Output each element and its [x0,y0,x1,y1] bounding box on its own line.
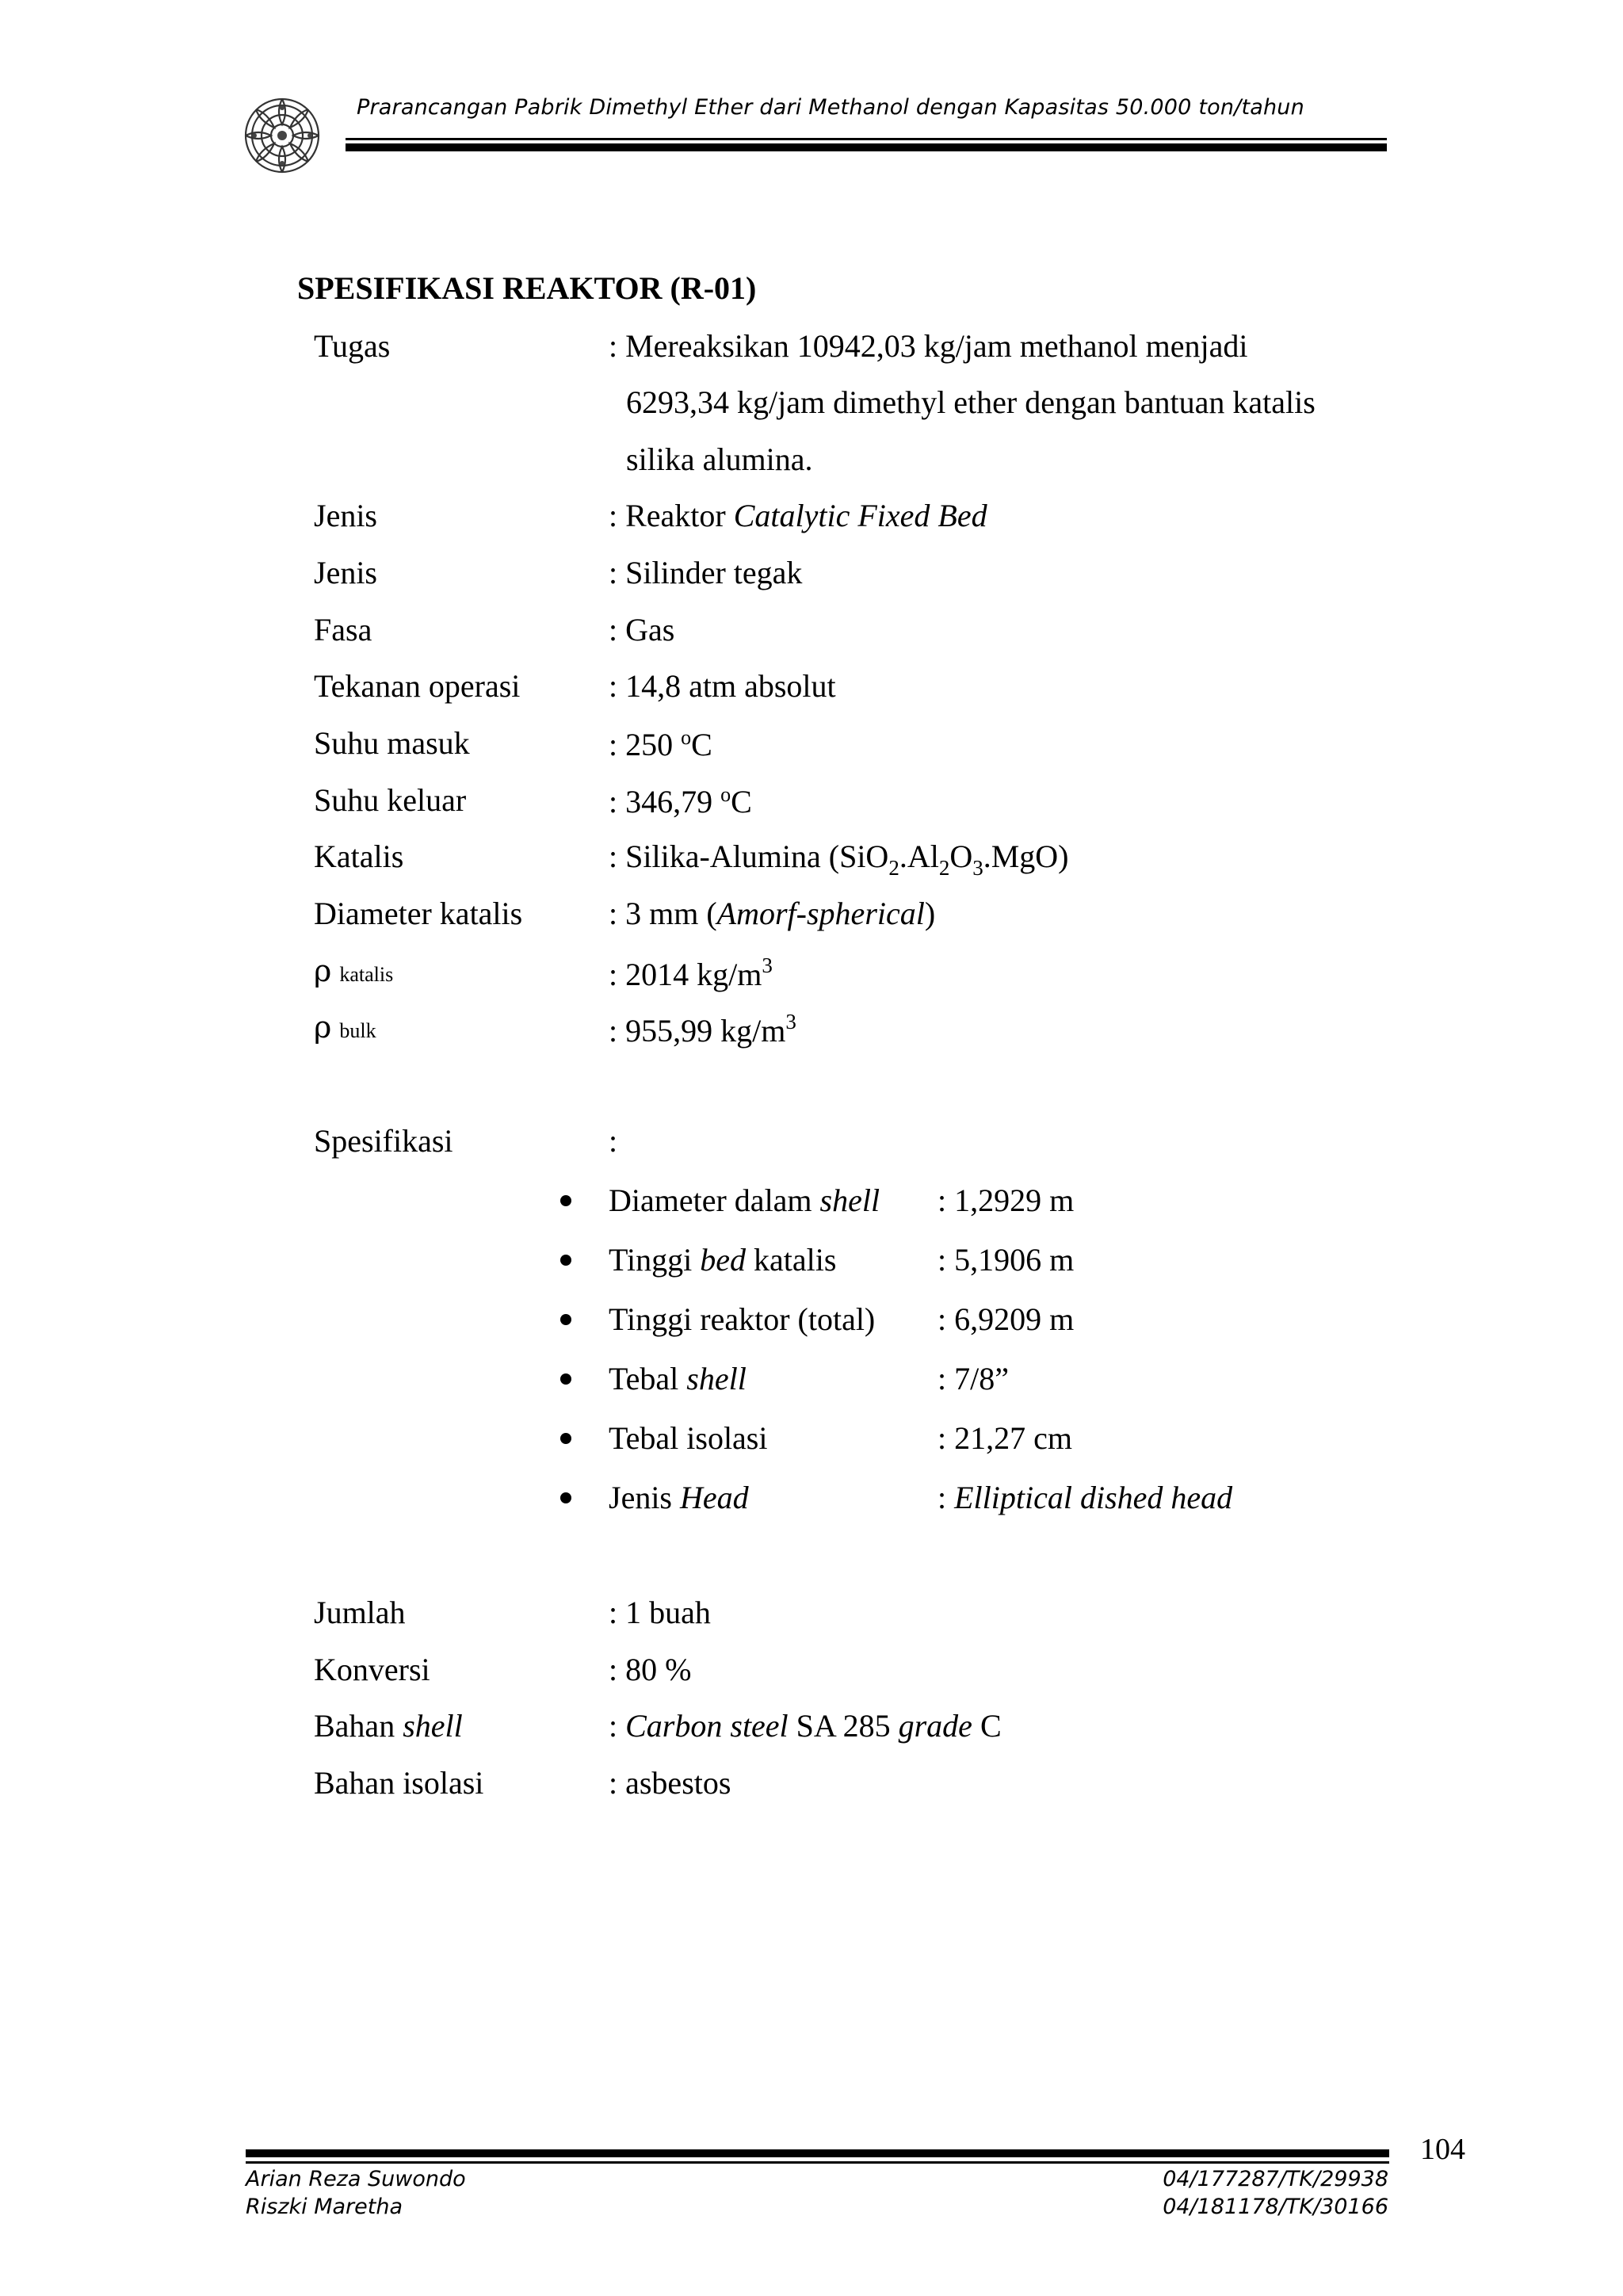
spec-bullet [560,1195,571,1206]
header-title: Prarancangan Pabrik Dimethyl Ether dari Methanol dengan Kapasitas 50.000 ton/tahun [357,95,1304,120]
diameter-katalis-value: : 3 mm (Amorf-spherical) [609,896,936,931]
fasa-label: Fasa [314,612,372,648]
bahan-shell-label: Bahan shell [314,1708,463,1744]
footer-id-1: 04/177287/TK/29938 [1163,2167,1388,2191]
spec-item-name: Tebal shell [609,1361,747,1396]
spec-item-value: : 7/8” [938,1361,1009,1396]
jumlah-value: : 1 buah [609,1595,711,1630]
university-seal-logo [242,96,322,175]
spec-item-value: : 21,27 cm [938,1420,1072,1456]
header-rule-thick [346,143,1387,151]
spec-item-name: Tinggi reaktor (total) [609,1301,876,1337]
rho-katalis-label: ρ katalis [314,953,394,988]
spec-item-name: Jenis Head [609,1480,749,1515]
spec-item-value: : 5,1906 m [938,1242,1075,1278]
tekanan-value: : 14,8 atm absolut [609,668,836,704]
diameter-katalis-label: Diameter katalis [314,896,523,931]
tugas-label: Tugas [314,328,391,364]
footer-id-2: 04/181178/TK/30166 [1163,2195,1388,2219]
jumlah-label: Jumlah [314,1595,406,1630]
katalis-value: : Silika-Alumina $(SiO_2.Al_2O_3.MgO)$ [609,839,1069,880]
footer-author-1: Arian Reza Suwondo [246,2167,466,2191]
bahan-shell-value: : Carbon steel SA 285 grade C [609,1708,1002,1744]
jenis-label: Jenis [314,498,377,533]
spec-item-name: Diameter dalam shell [609,1182,880,1218]
bahan-isolasi-label: Bahan isolasi [314,1765,484,1801]
bahan-isolasi-value: : asbestos [609,1765,731,1801]
spec-bullet [560,1492,571,1503]
spec-item-value: : Elliptical dished head [938,1480,1233,1515]
rho-katalis-value: : 2014 $kg/m^3$ [609,953,773,992]
section-title: SPESIFIKASI REAKTOR (R-01) [297,270,757,306]
tugas-value-line1: : Mereaksikan 10942,03 kg/jam methanol menjadi [609,328,1248,364]
jenis-bentuk-value: : Silinder tegak [609,555,803,590]
spec-bullet [560,1433,571,1444]
rho-bulk-value: : 955,99 $kg/m^3$ [609,1010,796,1049]
jenis-bentuk-label: Jenis [314,555,377,590]
spec-bullet [560,1373,571,1385]
spec-item-name: Tinggi bed katalis [609,1242,837,1278]
footer-rule-thick [246,2149,1389,2157]
header-rule-thin [346,138,1387,140]
tugas-value-line2: 6293,34 kg/jam dimethyl ether dengan bantuan katalis [626,384,1316,420]
rho-bulk-label: ρ bulk [314,1010,376,1045]
spesifikasi-label: Spesifikasi [314,1123,453,1159]
spec-item-value: : 1,2929 m [938,1182,1075,1218]
konversi-label: Konversi [314,1652,430,1687]
tugas-value-line3: silika alumina. [626,441,813,477]
spec-bullet [560,1314,571,1325]
fasa-value: : Gas [609,612,675,648]
tekanan-label: Tekanan operasi [314,668,521,704]
suhu-masuk-label: Suhu masuk [314,725,470,761]
suhu-keluar-label: Suhu keluar [314,782,467,818]
footer-author-2: Riszki Maretha [246,2195,403,2219]
spec-bullet [560,1255,571,1266]
page-number: 104 [1420,2133,1465,2166]
spec-item-name: Tebal isolasi [609,1420,768,1456]
suhu-keluar-value: : 346,79 $^o$C [609,783,752,819]
spec-item-value: : 6,9209 m [938,1301,1075,1337]
spesifikasi-colon: : [609,1123,618,1159]
footer-rule-thin [246,2161,1389,2164]
katalis-label: Katalis [314,839,404,874]
konversi-value: : 80 % [609,1652,692,1687]
jenis-value: : Reaktor Catalytic Fixed Bed [609,498,987,533]
suhu-masuk-value: : 250 $^o$C [609,726,712,762]
